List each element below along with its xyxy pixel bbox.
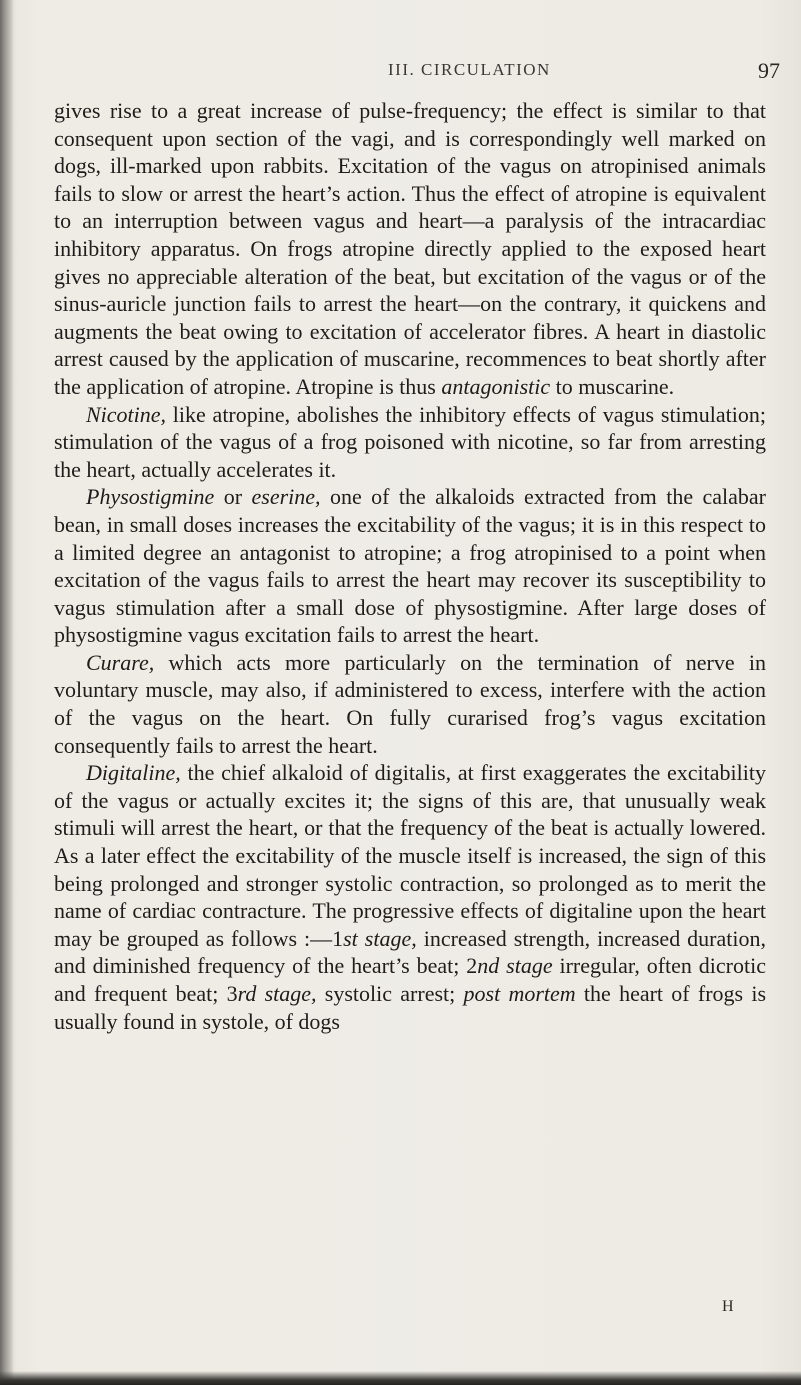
- body-text: [54, 97, 766, 1035]
- text-run: systolic arrest;: [316, 981, 464, 1006]
- page-binding-shadow: [0, 0, 14, 1385]
- text-run: the heart of frogs is usually found in systole, of dogs: [54, 981, 767, 1034]
- italic-term: Curare,: [86, 649, 155, 675]
- page-number: 97: [758, 58, 780, 83]
- text-run: or: [214, 484, 252, 510]
- italic-term: nd stage: [477, 953, 553, 979]
- italic-term: Digitaline,: [86, 760, 181, 786]
- italic-term: rd stage,: [237, 981, 317, 1006]
- text-run: irregular, often dicrotic and frequent beat; 3: [54, 953, 766, 1006]
- text-run: the chief alkaloid of digitalis, at first exaggerates the excitability of the vagus or actually excites it; the signs of this are, that unusually weak stimuli will arrest the heart, or that the frequency of the beat is actually lowered. As a later effect the excitability of the muscle itself is increased, the sign of this being prolonged and stronger systolic contraction, so prolonged as to merit the name of cardiac contracture. The progressive effects of digitaline upon the heart may be grouped as follows :—1: [54, 760, 766, 951]
- signature-mark: H: [722, 1298, 734, 1315]
- italic-term: Nicotine,: [86, 401, 167, 427]
- page-bottom-edge: [0, 1371, 801, 1385]
- italic-term: st stage,: [343, 925, 417, 951]
- text-run: like atropine, abolishes the inhibitory effects of vagus stimulation; stimulation of the vagus of a frog poisoned with nicotine, so far from arresting the heart, actually accelerates it.: [54, 401, 766, 482]
- paragraph-digitaline: [54, 759, 766, 1035]
- text-run: to muscarine.: [550, 373, 675, 399]
- text-run: increased strength, increased duration, and diminished frequency of the heart’s beat; 2: [54, 925, 767, 979]
- page-header: [0, 60, 801, 84]
- text-run: gives rise to a great increase of pulse-frequency; the effect is similar to that consequent upon section of the vagi, and is correspondingly well marked on dogs, ill-marked upon rabbits. Excitation of the vagus on atropinised animals fails to slow or arrest the heart’s action. Thus the effect of atropine is equivalent to an interruption between vagus and heart—a paralysis of the intracardiac inhibitory apparatus. On frogs atropine directly applied to the exposed heart gives no appreciable alteration of the beat, but excitation of the vagus or of the sinus-auricle junction fails to arrest the heart—on the contrary, it quickens and augments the beat owing to excitation of accelerator fibres. A heart in diastolic arrest caused by the application of muscarine, recommences to beat shortly after the application of atropine. Atropine is thus: [54, 98, 766, 399]
- italic-term: post mortem: [463, 981, 576, 1006]
- paragraph-atropine: [54, 97, 766, 401]
- paragraph-physostigmine: [54, 483, 766, 649]
- italic-term: antagonistic: [441, 373, 551, 399]
- paragraph-nicotine: [54, 401, 766, 484]
- text-run: one of the alkaloids extracted from the calabar bean, in small doses increases the excitability of the vagus; it is in this respect to a limited degree an antagonist to atropine; a frog atropinised to a point when excitation of the vagus fails to arrest the heart may recover its susceptibility to vagus stimulation after a small dose of physostigmine. After large doses of physostigmine vagus excitation fails to arrest the heart.: [54, 484, 766, 648]
- italic-term: eserine,: [251, 484, 321, 510]
- italic-term: Physostigmine: [86, 484, 215, 510]
- text-run: which acts more particularly on the termination of nerve in voluntary muscle, may also, if administered to excess, interfere with the action of the vagus on the heart. On fully curarised frog’s vagus excitation consequently fails to arrest the heart.: [54, 649, 766, 758]
- running-title: III. CIRCULATION: [388, 60, 551, 79]
- paragraph-curare: [54, 649, 766, 759]
